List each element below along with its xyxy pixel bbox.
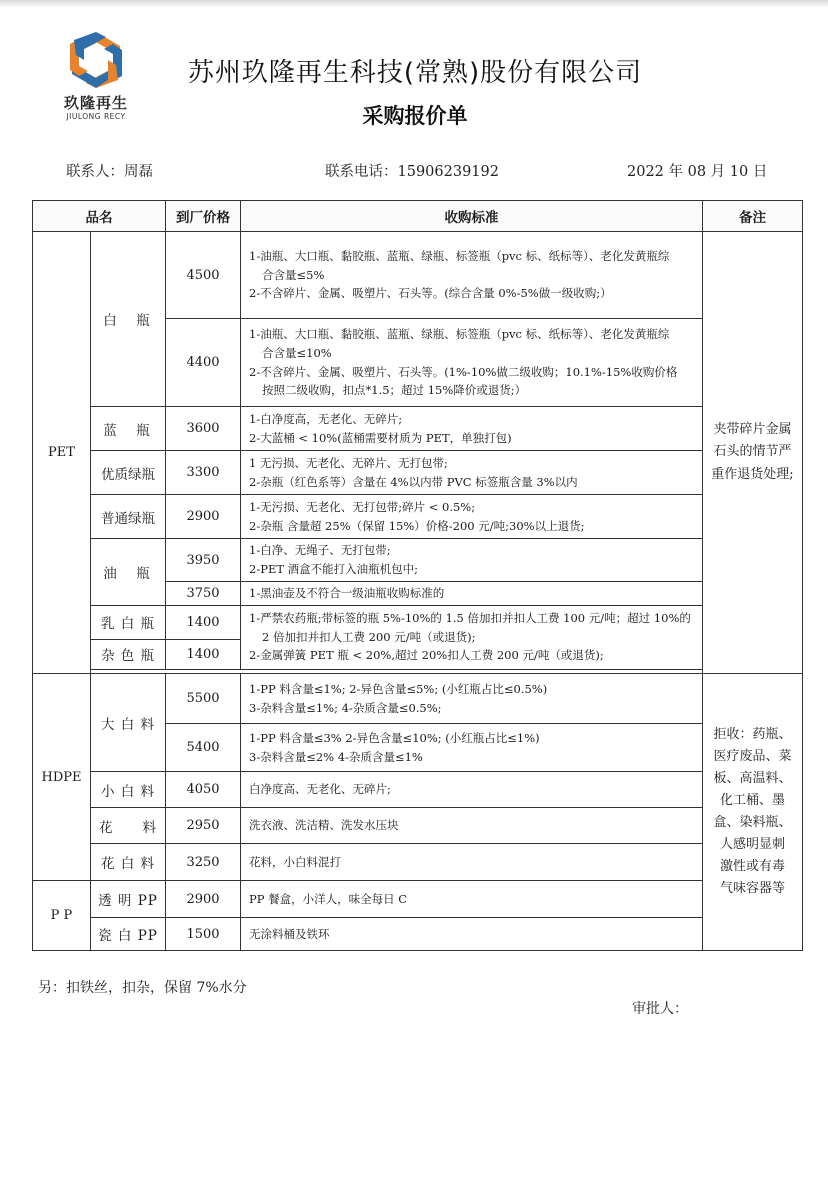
price-value: 4500 [166,232,241,319]
standard-text [241,495,703,539]
note-line: 夹带碎片金属 [713,422,792,438]
price-value: 3250 [166,844,241,881]
item-milky-bottle: 乳 白 瓶 [91,605,166,639]
approver-label: 审批人： [632,1001,688,1017]
table-row [33,808,803,844]
standard-text: 无涂料桶及铁环 [241,918,703,951]
standard-line: 2-PET 酒盒不能打入油瓶机包中; [249,562,419,576]
price-value: 3950 [166,539,241,582]
standard-line: 1-黑油壶及不符合一级油瓶收购标准的 [249,586,445,600]
table-row [33,605,803,639]
price-value: 2950 [166,808,241,844]
header-note: 备注 [703,201,803,232]
price-table [32,200,803,951]
note-line: 化工桶、墨 [719,792,785,808]
company-name: 苏州玖隆再生科技(常熟)股份有限公司 [187,58,643,88]
standard-text [241,724,703,772]
standard-text [241,407,703,451]
standard-line: 1-白净、无绳子、无打包带; [249,543,391,558]
standard-line: 1-严禁农药瓶;带标签的瓶 5%-10%的 1.5 倍加扣并扣人工费 100 元/吨；超过 10%的 [249,611,691,626]
category-pp: P P [33,881,91,951]
note-line: 激性或有毒 [719,859,785,875]
price-value: 3300 [166,451,241,495]
footnote: 另：扣铁丝，扣杂，保留 7%水分 [38,980,247,996]
standard-text [241,319,703,407]
item-blue-bottle: 蓝 瓶 [91,407,166,451]
price-value: 2900 [166,495,241,539]
standard-text [241,582,703,606]
contact-person: 联系人：周磊 [66,164,153,180]
price-value: 5500 [166,674,241,724]
top-shadow [0,0,828,8]
price-value: 3600 [166,407,241,451]
price-value: 5400 [166,724,241,772]
standard-line: 1-白净度高，无老化、无碎片; [249,411,403,426]
standard-text [241,451,703,495]
item-porcelain-pp: 瓷 白 PP [91,918,166,951]
standard-text: 花料，小白料混打 [241,844,703,881]
document-title: 采购报价单 [362,104,468,128]
item-clear-pp: 透 明 PP [91,881,166,918]
item-small-white: 小 白 料 [91,772,166,808]
price-value: 2900 [166,881,241,918]
note-line: 拒收：药瓶、 [713,726,792,742]
header-price: 到厂价格 [166,201,241,232]
table-row [33,772,803,808]
standard-line: 2 倍加扣并扣人工费 200 元/吨（或退货); [262,629,476,644]
note-line: 人感明显刺 [719,837,785,853]
table-header-row [33,201,803,232]
company-logo [56,30,136,125]
table-row [33,451,803,495]
table-row [33,881,803,918]
item-mixed-bottle: 杂 色 瓶 [91,639,166,669]
table-row [33,495,803,539]
standard-line: 2-金属弹簧 PET 瓶 < 20%,超过 20%扣人工费 200 元/吨（或退货); [249,648,604,663]
table-row [33,918,803,951]
header-name: 品名 [33,201,166,232]
standard-line: 1-油瓶、大口瓶、黏胶瓶、蓝瓶、绿瓶、标签瓶（pvc 标、纸标等）、老化发黄瓶综 [249,327,670,342]
logo-mark-icon [64,30,128,90]
standard-text [241,539,703,582]
price-value: 1500 [166,918,241,951]
header-standard: 收购标准 [241,201,703,232]
table-row [33,407,803,451]
item-white-bottle: 白 瓶 [91,232,166,407]
standard-text: 洗衣液、洗洁精、洗发水压块 [241,808,703,844]
price-value: 4400 [166,319,241,407]
note-line: 医疗废品、菜 [713,748,792,764]
standard-line: 2-大蓝桶 < 10%(蓝桶需要材质为 PET，单独打包) [249,430,512,445]
standard-text: 白净度高、无老化、无碎片; [241,772,703,808]
note-pet [703,232,803,674]
standard-line: 1 无污损、无老化、无碎片、无打包带; [249,455,448,470]
item-normal-green: 普通绿瓶 [91,495,166,539]
standard-line: 合含量≤10% [262,345,332,360]
table-row [33,539,803,582]
standard-text [241,232,703,319]
standard-line: 合含量≤5% [262,267,325,282]
price-value: 4050 [166,772,241,808]
item-premium-green: 优质绿瓶 [91,451,166,495]
price-value: 1400 [166,639,241,669]
standard-line: 2-不含碎片、金属、吸塑片、石头等。(综合含量 0%-5%做一级收购;） [249,286,612,301]
item-oil-bottle: 油 瓶 [91,539,166,606]
standard-line: 1-PP 料含量≤3% 2-异色含量≤10%; (小红瓶占比≤1%) [249,730,540,745]
price-value: 3750 [166,582,241,606]
note-line: 板、高温料、 [713,770,792,786]
table-row [33,674,803,724]
standard-line: 2-杂瓶 含量超 25%（保留 15%）价格-200 元/吨;30%以上退货; [249,518,585,533]
logo-text-en: JIULONG RECY [66,112,126,121]
category-hdpe: HDPE [33,674,91,881]
standard-line: 2-不含碎片、金属、吸塑片、石头等。(1%-10%做二级收购；10.1%-15%收购价格 [249,364,678,379]
standard-text [241,605,703,669]
standard-text [241,674,703,724]
standard-line: 2-杂瓶（红色系等）含量在 4%以内带 PVC 标签瓶含量 3%以内 [249,474,578,489]
standard-line: 3-杂料含量≤2% 4-杂质含量≤1% [249,749,423,764]
note-line: 气味容器等 [719,881,785,897]
logo-text-cn: 玖隆再生 [63,94,128,112]
quote-date: 2022 年 08 月 10 日 [627,164,768,180]
standard-text: PP 餐盒，小洋人，味全每日 C [241,881,703,918]
note-line: 重作退货处理; [711,466,794,482]
category-pet: PET [33,232,91,674]
standard-line: 按照二级收购，扣点*1.5；超过 15%降价或退货;） [262,383,527,398]
note-line: 石头的情节严 [713,444,792,460]
standard-line: 1-无污损、无老化、无打包带;碎片 < 0.5%; [249,499,476,514]
item-flower-white: 花 白 料 [91,844,166,881]
table-row [33,844,803,881]
standard-line: 3-杂料含量≤1%; 4-杂质含量≤0.5%; [249,700,442,715]
standard-line: 1-PP 料含量≤1%; 2-异色含量≤5%; (小红瓶占比≤0.5%) [249,681,548,696]
item-flower: 花 料 [91,808,166,844]
contact-phone: 联系电话：15906239192 [325,164,499,180]
standard-line: 1-油瓶、大口瓶、黏胶瓶、蓝瓶、绿瓶、标签瓶（pvc 标、纸标等）、老化发黄瓶综 [249,249,670,264]
note-line: 盒、染料瓶、 [713,815,792,830]
note-reject [703,674,803,951]
price-value: 1400 [166,605,241,639]
item-big-white: 大 白 料 [91,674,166,772]
table-row [33,232,803,319]
